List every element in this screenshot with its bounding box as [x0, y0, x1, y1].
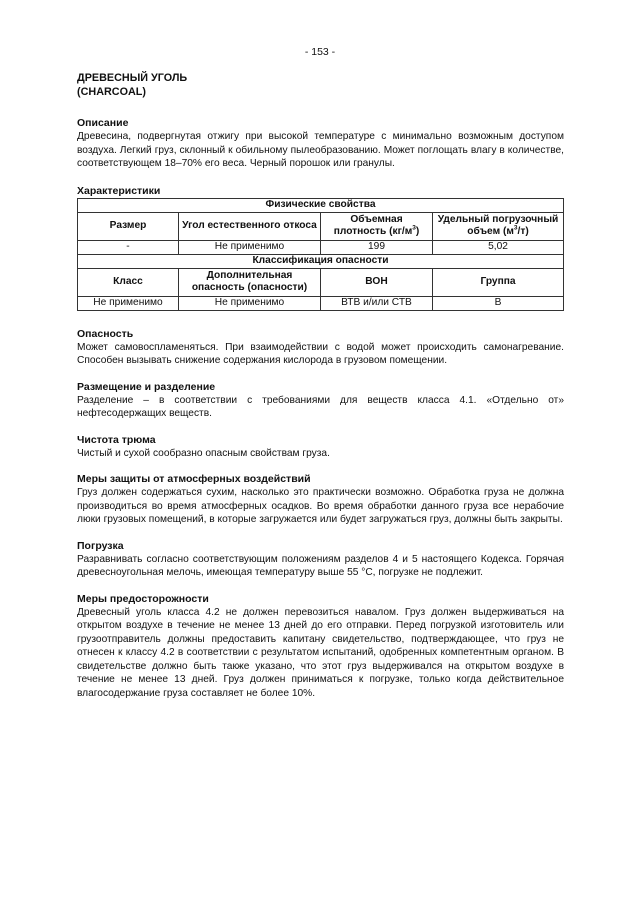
page-number: - 153 - — [304, 46, 336, 58]
cargo-title — [77, 72, 564, 99]
description-text: Древесина, подвергнутая отжигу при высокой температуре с минимально возможным доступом воздуха. Легкий груз, склонный к обильному пылеобразованию. Может поглощать влагу в количестве, соответствующем 18–70% его веса. Черный порошок или гранулы. — [77, 131, 564, 169]
val-size: - — [78, 240, 179, 254]
precautions-heading: Меры предосторожности — [77, 592, 209, 605]
hold-cleanliness-section — [77, 434, 564, 461]
weather-precautions-heading: Меры защиты от атмосферных воздействий — [77, 473, 311, 485]
loading-section — [77, 540, 564, 580]
col-size: Размер — [78, 212, 179, 240]
hazard-classification-header: Классификация опасности — [78, 254, 564, 268]
precautions-section — [77, 593, 564, 701]
hazard-text: Может самовоспламеняться. При взаимодействии с водой может происходить самонагревание. Способен вызывать снижение содержания кислорода в грузовом помещении. — [77, 341, 564, 366]
col-class: Класс — [78, 268, 179, 296]
val-stowage-factor: 5,02 — [433, 240, 564, 254]
physical-properties-header: Физические свойства — [78, 198, 564, 212]
col-angle-of-repose: Угол естественного откоса — [179, 212, 321, 240]
weather-precautions-text: Груз должен содержаться сухим, насколько это практически возможно. Обработка груза не должна производиться во время атмосферных осадков. Во время обработки данного груза все нерабочие люки грузовых помещений, в которые загружается или будет загружаться груз, должны быть закрыты. — [77, 487, 564, 525]
characteristics-table — [77, 198, 564, 311]
stowage-segregation-heading: Размещение и разделение — [77, 380, 216, 393]
val-bulk-density: 199 — [321, 240, 433, 254]
val-class: Не применимо — [78, 296, 179, 310]
precautions-text: Древесный уголь класса 4.2 не должен перевозиться навалом. Груз должен выдерживаться на открытом воздухе в течение не менее 13 дней до его отправки. Перед погрузкой изготовитель или грузоотправитель должны предоставить капитану свидетельство, подтверждающее, что груз не отнесен к классу 4.2 в соответствии с результатом испытаний, одобренных компетентным органом. В свидетельстве должно быть также указано, что этот груз выдерживался на открытом воздухе в течение не менее 13 дней. Груз должен приниматься к погрузке, только когда действительное влагосодержание груза составляет не более 10%. — [77, 606, 564, 699]
val-group: B — [433, 296, 564, 310]
stowage-segregation-text: Разделение – в соответствии с требованиями для веществ класса 4.1. «Отдельно от» нефтесодержащих веществ. — [77, 394, 564, 419]
hold-cleanliness-text: Чистый и сухой сообразно опасным свойствам груза. — [77, 447, 330, 459]
val-subsidiary-hazard: Не применимо — [179, 296, 321, 310]
characteristics-heading: Характеристики — [77, 184, 161, 197]
val-angle-of-repose: Не применимо — [179, 240, 321, 254]
val-mhb: ВТВ и/или СТВ — [321, 296, 433, 310]
hold-cleanliness-heading: Чистота трюма — [77, 433, 156, 446]
loading-text: Разравнивать согласно соответствующим положениям разделов 4 и 5 настоящего Кодекса. Горячая древесноугольная мелочь, имеющая температуру выше 55 °С, погрузке не подлежит. — [77, 553, 564, 578]
document-body — [77, 72, 564, 700]
cargo-title-russian: ДРЕВЕСНЫЙ УГОЛЬ — [77, 72, 188, 84]
col-mhb: ВОН — [321, 268, 433, 296]
characteristics-section — [77, 185, 564, 311]
loading-heading: Погрузка — [77, 539, 124, 552]
col-group: Группа — [433, 268, 564, 296]
stowage-segregation-section — [77, 381, 564, 421]
col-stowage-factor: Удельный погрузочный объем $(м^3/т)$ — [433, 212, 564, 240]
weather-precautions-section — [77, 473, 564, 527]
hazard-heading: Опасность — [77, 327, 134, 340]
hazard-section — [77, 328, 564, 368]
description-section — [77, 117, 564, 171]
col-bulk-density: Объемная плотность $(кг/м^3)$ — [321, 212, 433, 240]
cargo-title-english: (CHARCOAL) — [77, 85, 146, 98]
description-heading: Описание — [77, 117, 129, 129]
col-subsidiary-hazard: Дополнительная опасность (опасности) — [179, 268, 321, 296]
